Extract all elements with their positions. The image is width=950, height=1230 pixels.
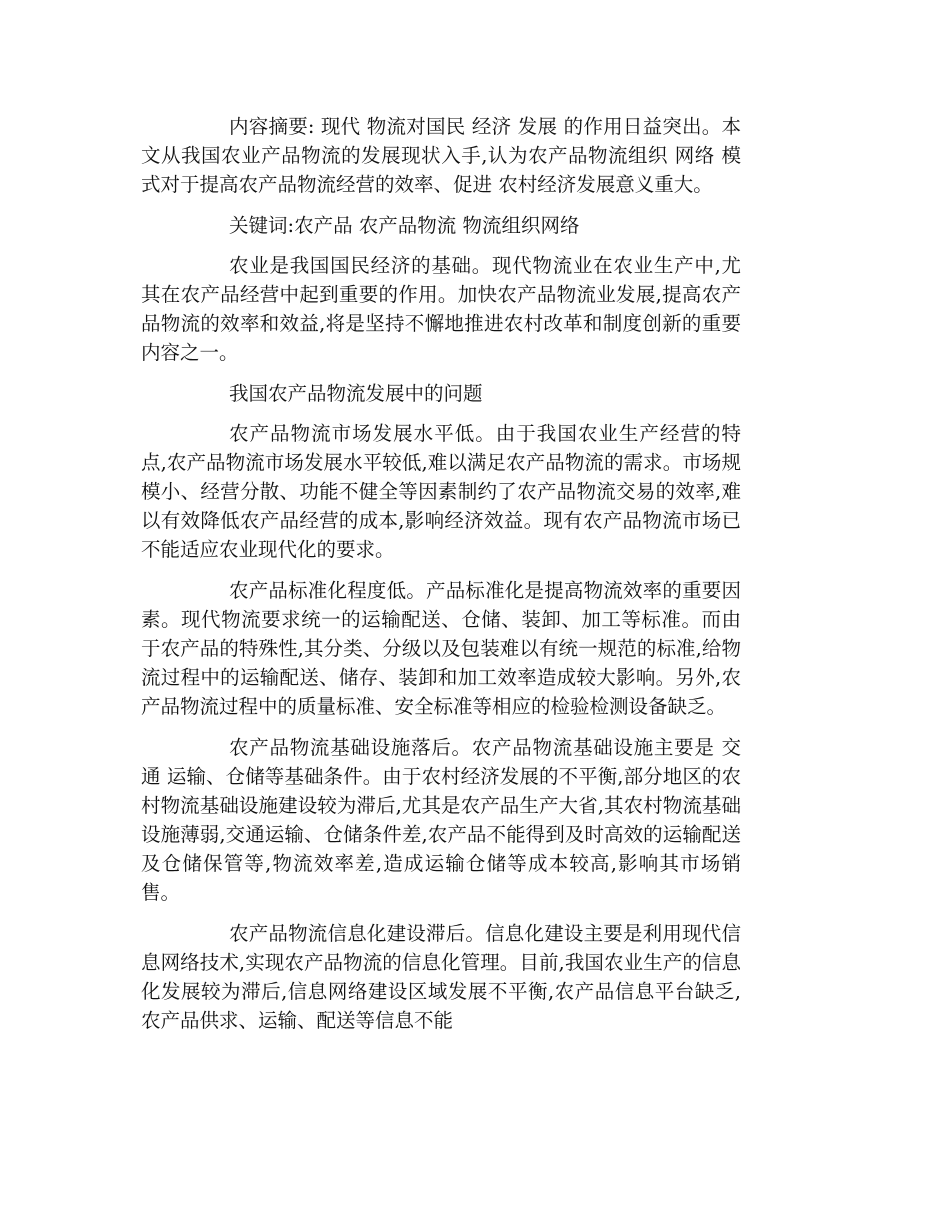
body-paragraph: 农产品物流市场发展水平低。由于我国农业生产经营的特点,农产品物流市场发展水平较低,难以满足农产品物流的需求。市场规模小、经营分散、功能不健全等因素制约了农产品物流交易的效率,难以有效降低农产品经营的成本,影响经济效益。现有农产品物流市场已不能适应农业现代化的要求。 (141, 422, 741, 561)
abstract-paragraph: 内容摘要: 现代 物流对国民 经济 发展 的作用日益突出。本文从我国农业产品物流的发展现状入手,认为农产品物流组织 网络 模式对于提高农产品物流经营的效率、促进 农村经济发展意义重大。 (141, 115, 741, 196)
section-heading: 我国农产品物流发展中的问题 (229, 382, 483, 405)
body-paragraph: 农产品标准化程度低。产品标准化是提高物流效率的重要因素。现代物流要求统一的运输配送、仓储、装卸、加工等标准。而由于农产品的特殊性,其分类、分级以及包装难以有统一规范的标准,给物流过程中的运输配送、储存、装卸和加工效率造成较大影响。另外,农产品物流过程中的质量标准、安全标准等相应的检验检测设备缺乏。 (141, 579, 741, 718)
body-paragraph: 农产品物流基础设施落后。农产品物流基础设施主要是 交通 运输、仓储等基础条件。由于农村经济发展的不平衡,部分地区的农村物流基础设施建设较为滞后,尤其是农产品生产大省,其农村物流基础设施薄弱,交通运输、仓储条件差,农产品不能得到及时高效的运输配送及仓储保管等,物流效率差,造成运输仓储等成本较高,影响其市场销售。 (141, 736, 741, 904)
intro-paragraph: 农业是我国国民经济的基础。现代物流业在农业生产中,尤其在农产品经营中起到重要的作用。加快农产品物流业发展,提高农产品物流的效率和效益,将是坚持不懈地推进农村改革和制度创新的重要内容之一。 (141, 254, 741, 364)
keywords-line: 关键词:农产品 农产品物流 物流组织网络 (229, 214, 580, 237)
body-paragraph: 农产品物流信息化建设滞后。信息化建设主要是利用现代信息网络技术,实现农产品物流的信息化管理。目前,我国农业生产的信息化发展较为滞后,信息网络建设区域发展不平衡,农产品信息平台缺乏,农产品供求、运输、配送等信息不能 (141, 922, 741, 1032)
document-body (141, 112, 741, 1047)
